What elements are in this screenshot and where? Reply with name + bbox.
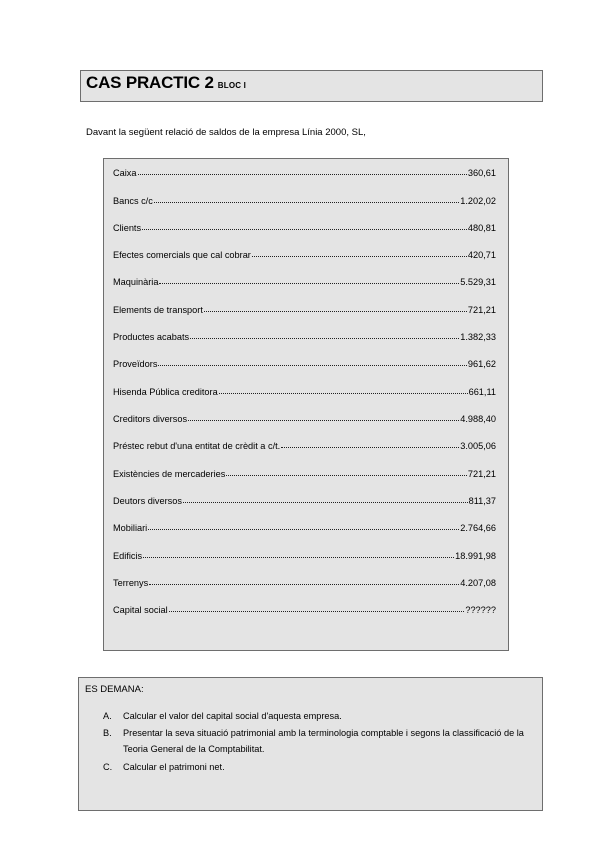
dot-leader xyxy=(159,283,459,284)
dot-leader xyxy=(219,393,468,394)
dot-leader xyxy=(281,447,459,448)
demand-box xyxy=(78,677,543,811)
balance-value: 721,21 xyxy=(467,305,496,315)
balance-value: 4.988,40 xyxy=(460,414,496,424)
demand-item-text: Calcular el patrimoni net. xyxy=(123,762,225,772)
balance-label: Efectes comercials que cal cobrar xyxy=(113,250,251,260)
balance-label: Préstec rebut d'una entitat de crèdit a c/t. xyxy=(113,441,281,451)
balance-row xyxy=(113,273,496,287)
dot-leader xyxy=(154,202,459,203)
dot-leader xyxy=(158,365,466,366)
dot-leader xyxy=(226,475,467,476)
balance-label: Edificis xyxy=(113,551,143,561)
balance-value: 721,21 xyxy=(467,469,496,479)
dot-leader xyxy=(183,502,468,503)
balance-row xyxy=(113,246,496,260)
dot-leader xyxy=(148,529,459,530)
balance-label: Productes acabats xyxy=(113,332,190,342)
balance-value: 1.202,02 xyxy=(460,196,496,206)
balance-label: Clients xyxy=(113,223,142,233)
page-title xyxy=(86,73,246,93)
balance-row xyxy=(113,383,496,397)
demand-item-letter: C. xyxy=(103,762,113,772)
balance-row xyxy=(113,164,496,178)
balance-label: Mobiliari xyxy=(113,523,148,533)
balance-row xyxy=(113,465,496,479)
balance-label: Maquinària xyxy=(113,277,159,287)
balance-row xyxy=(113,410,496,424)
balance-row xyxy=(113,192,496,206)
dot-leader xyxy=(149,584,459,585)
balance-row xyxy=(113,355,496,369)
dot-leader xyxy=(190,338,459,339)
dot-leader xyxy=(142,229,467,230)
balance-value: 961,62 xyxy=(467,359,496,369)
dot-leader xyxy=(188,420,459,421)
balance-row xyxy=(113,574,496,588)
title-subtitle: BLOC I xyxy=(217,81,247,90)
demand-item-text: Presentar la seva situació patrimonial amb la terminologia comptable i segons la classificació de la Teoria General de la Comptabilitat. xyxy=(123,728,524,754)
balance-value: 18.991,98 xyxy=(455,551,496,561)
intro-text: Davant la següent relació de saldos de la empresa Línia 2000, SL, xyxy=(86,127,366,138)
balance-label: Creditors diversos xyxy=(113,414,188,424)
balance-row xyxy=(113,328,496,342)
balance-label: Existències de mercaderies xyxy=(113,469,226,479)
balance-label: Hisenda Pública creditora xyxy=(113,387,218,397)
balance-value: 5.529,31 xyxy=(460,277,496,287)
title-box xyxy=(80,70,543,102)
dot-leader xyxy=(169,611,465,612)
balance-value: 4.207,08 xyxy=(460,578,496,588)
balance-value: 2.764,66 xyxy=(460,523,496,533)
dot-leader xyxy=(143,557,454,558)
balance-row xyxy=(113,219,496,233)
dot-leader xyxy=(204,311,467,312)
demand-item-letter: A. xyxy=(103,711,112,721)
balance-value: ?????? xyxy=(465,605,496,615)
balance-value: 480,81 xyxy=(467,223,496,233)
balance-list xyxy=(103,158,509,651)
demand-item-letter: B. xyxy=(103,728,112,738)
dot-leader xyxy=(138,174,467,175)
balance-row xyxy=(113,301,496,315)
balance-row xyxy=(113,492,496,506)
demand-item-text: Calcular el valor del capital social d'aquesta empresa. xyxy=(123,711,342,721)
title-text: CAS PRACTIC 2 xyxy=(86,73,214,92)
balance-value: 811,37 xyxy=(468,496,496,506)
balance-row xyxy=(113,437,496,451)
balance-label: Proveïdors xyxy=(113,359,158,369)
balance-row xyxy=(113,547,496,561)
balance-label: Terrenys xyxy=(113,578,149,588)
balance-row xyxy=(113,519,496,533)
balance-label: Bancs c/c xyxy=(113,196,153,206)
demand-title: ES DEMANA: xyxy=(85,684,144,695)
balance-value: 420,71 xyxy=(467,250,496,260)
balance-label: Caixa xyxy=(113,168,137,178)
balance-value: 360,61 xyxy=(467,168,496,178)
balance-value: 3.005,06 xyxy=(460,441,496,451)
balance-label: Capital social xyxy=(113,605,168,615)
dot-leader xyxy=(252,256,467,257)
balance-value: 661,11 xyxy=(468,387,496,397)
balance-row xyxy=(113,601,496,615)
balance-label: Elements de transport xyxy=(113,305,203,315)
balance-label: Deutors diversos xyxy=(113,496,182,506)
balance-value: 1.382,33 xyxy=(460,332,496,342)
